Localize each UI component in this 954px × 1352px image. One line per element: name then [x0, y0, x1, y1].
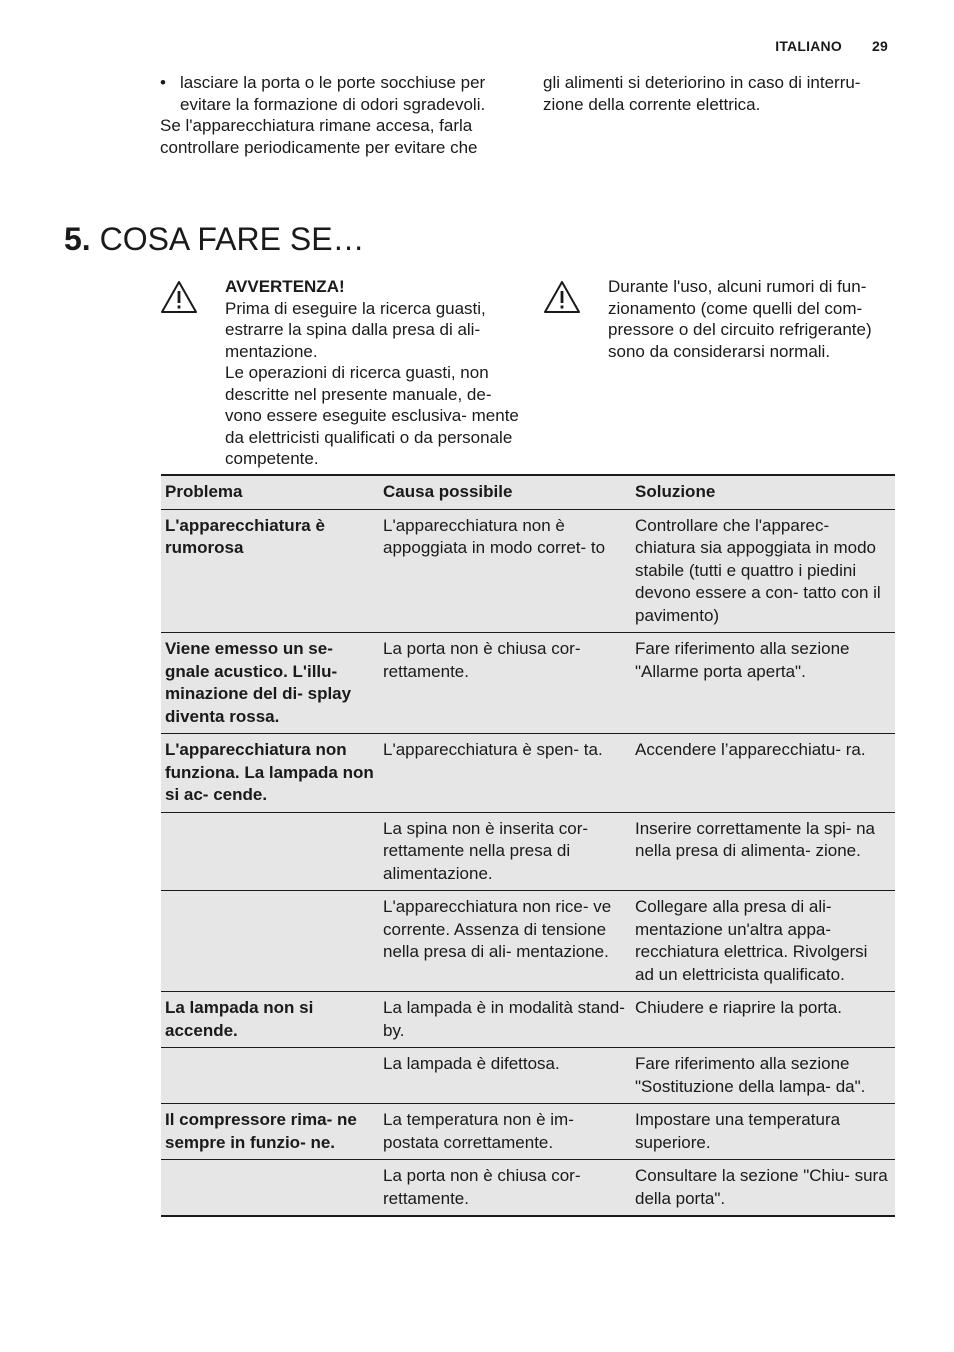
- intro-paragraph: Se l'apparecchiatura rimane accesa, farla controllare periodicamente per evitare che: [160, 116, 478, 157]
- cause-cell: La porta non è chiusa cor- rettamente.: [379, 633, 631, 734]
- warning-box-left: [160, 276, 520, 470]
- solution-cell: Inserire correttamente la spi- na nella presa di alimenta- zione.: [631, 812, 895, 891]
- solution-cell: Fare riferimento alla sezione "Sostituzione della lampa- da".: [631, 1048, 895, 1104]
- intro-left-column: [160, 72, 520, 158]
- intro-continuation: gli alimenti si deteriorino in caso di interru- zione della corrente elettrica.: [543, 73, 861, 114]
- cause-cell: L'apparecchiatura è spen- ta.: [379, 734, 631, 813]
- warning-text-1: Prima di eseguire la ricerca guasti, estrarre la spina dalla presa di ali- mentazione.: [225, 298, 486, 361]
- bullet-item: [160, 72, 520, 115]
- table-row: [161, 509, 895, 633]
- problem-cell: Il compressore rima- ne sempre in funzio- ne.: [161, 1104, 379, 1160]
- problem-cell: Viene emesso un se- gnale acustico. L'illu- minazione del di- splay diventa rossa.: [161, 633, 379, 734]
- table-row: [161, 1048, 895, 1104]
- solution-cell: Chiudere e riaprire la porta.: [631, 992, 895, 1048]
- table-row: [161, 734, 895, 813]
- solution-cell: Fare riferimento alla sezione "Allarme porta aperta".: [631, 633, 895, 734]
- warning-triangle-icon: [160, 276, 225, 470]
- warning-box-right: [543, 276, 893, 362]
- bullet-icon: •: [160, 73, 166, 92]
- solution-cell: Impostare una temperatura superiore.: [631, 1104, 895, 1160]
- language-label: ITALIANO: [775, 38, 842, 54]
- column-header-solution: Soluzione: [631, 475, 895, 509]
- section-number: 5.: [64, 221, 91, 257]
- column-header-cause: Causa possibile: [379, 475, 631, 509]
- solution-cell: Accendere l’apparecchiatu- ra.: [631, 734, 895, 813]
- bullet-text: lasciare la porta o le porte socchiuse per evitare la formazione di odori sgradevoli.: [180, 73, 486, 114]
- notice-text: Durante l'uso, alcuni rumori di fun- zionamento (come quelli del com- pressore o del circuito refrigerante) sono da considerarsi normali.: [608, 277, 872, 361]
- solution-cell: Controllare che l'apparec- chiatura sia appoggiata in modo stabile (tutti e quattro i piedini devono essere a con- tatto con il pavimento): [631, 509, 895, 633]
- problem-cell: La lampada non si accende.: [161, 992, 379, 1048]
- cause-cell: La spina non è inserita cor- rettamente nella presa di alimentazione.: [379, 812, 631, 891]
- section-title: [64, 220, 365, 258]
- table-row: [161, 891, 895, 992]
- table-header-row: [161, 475, 895, 509]
- column-header-problem: Problema: [161, 475, 379, 509]
- problem-cell: L'apparecchiatura non funziona. La lampada non si ac- cende.: [161, 734, 379, 813]
- cause-cell: La temperatura non è im- postata correttamente.: [379, 1104, 631, 1160]
- warning-triangle-icon: [543, 276, 608, 362]
- cause-cell: L'apparecchiatura non rice- ve corrente. Assenza di tensione nella presa di ali- mentazione.: [379, 891, 631, 992]
- table-row: [161, 992, 895, 1048]
- cause-cell: La lampada è difettosa.: [379, 1048, 631, 1104]
- table-row: [161, 633, 895, 734]
- cause-cell: L'apparecchiatura non è appoggiata in modo corret- to: [379, 509, 631, 633]
- table-row: [161, 1160, 895, 1217]
- solution-cell: Collegare alla presa di ali- mentazione un'altra appa- recchiatura elettrica. Rivolgersi ad un elettricista qualificato.: [631, 891, 895, 992]
- problem-cell: [161, 1048, 379, 1104]
- problem-cell: L'apparecchiatura è rumorosa: [161, 509, 379, 633]
- problem-cell: [161, 812, 379, 891]
- section-title-text: COSA FARE SE…: [99, 221, 365, 257]
- cause-cell: La lampada è in modalità stand-by.: [379, 992, 631, 1048]
- page-header: [775, 38, 888, 54]
- warning-title: AVVERTENZA!: [225, 277, 345, 296]
- warning-text-2: Le operazioni di ricerca guasti, non descritte nel presente manuale, de- vono essere eseguite esclusiva- mente da elettricisti qualificati o da personale competente.: [225, 363, 519, 468]
- table-row: [161, 1104, 895, 1160]
- cause-cell: La porta non è chiusa cor- rettamente.: [379, 1160, 631, 1217]
- solution-cell: Consultare la sezione "Chiu- sura della porta".: [631, 1160, 895, 1217]
- troubleshooting-table: [161, 474, 895, 1217]
- table-row: [161, 812, 895, 891]
- problem-cell: [161, 891, 379, 992]
- page-number: 29: [872, 38, 888, 54]
- problem-cell: [161, 1160, 379, 1217]
